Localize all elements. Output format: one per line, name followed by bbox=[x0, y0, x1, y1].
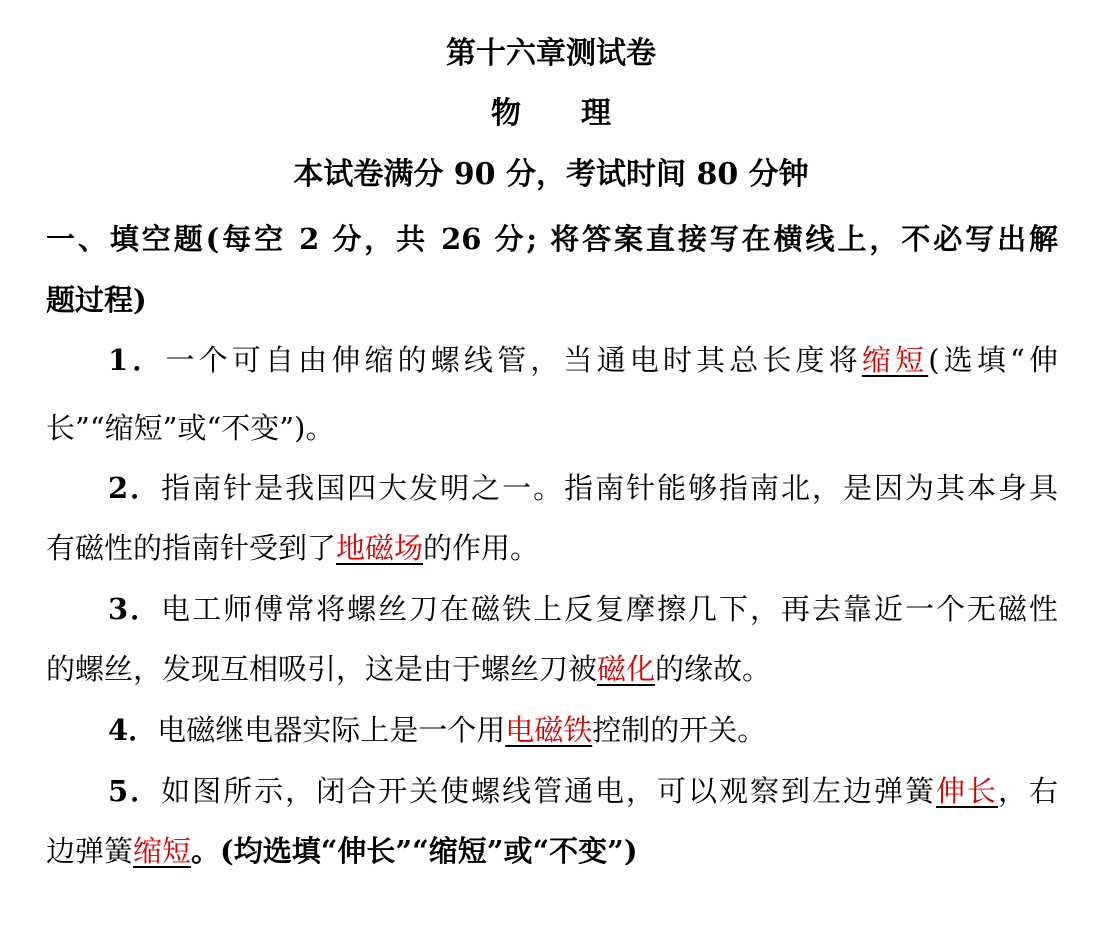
question-number: 5． bbox=[108, 774, 162, 808]
question-text: 电磁继电器实际上是一个用 bbox=[157, 713, 506, 747]
question-5-line2 bbox=[46, 831, 1058, 871]
section-heading-line2: 题过程) bbox=[46, 283, 147, 317]
question-text: 。(均选填“伸长”“缩短”或“不变”) bbox=[191, 834, 638, 868]
question-text: 的缘故。 bbox=[655, 652, 772, 686]
subject-title: 物 理 bbox=[491, 96, 611, 131]
section-heading-line1: 一、填空题(每空 2 分，共 26 分; 将答案直接写在横线上，不必写出解 bbox=[46, 222, 1058, 256]
answer-blank: 缩短 bbox=[861, 343, 929, 377]
exam-info: 本试卷满分 90 分，考试时间 80 分钟 bbox=[293, 157, 809, 192]
question-text: 电工师傅常将螺丝刀在磁铁上反复摩擦几下，再去靠近一个无磁性 bbox=[161, 592, 1058, 626]
question-number: 3． bbox=[108, 592, 162, 626]
question-3-line1 bbox=[46, 589, 1058, 629]
answer-blank: 电磁铁 bbox=[505, 713, 593, 747]
question-5-line1 bbox=[46, 771, 1058, 811]
answer-blank: 磁化 bbox=[597, 652, 656, 686]
answer-blank: 伸长 bbox=[935, 774, 998, 808]
question-2-line2 bbox=[46, 528, 1058, 568]
question-text: 控制的开关。 bbox=[592, 713, 767, 747]
question-text: 的螺丝，发现互相吸引，这是由于螺丝刀被 bbox=[46, 652, 598, 686]
question-text: 有磁性的指南针受到了 bbox=[46, 531, 337, 565]
question-text: 的作用。 bbox=[423, 531, 540, 565]
page-title: 第十六章测试卷 bbox=[446, 36, 656, 71]
question-1-line2: 长”“缩短”或“不变”)。 bbox=[46, 411, 335, 445]
question-2-line1 bbox=[46, 468, 1058, 508]
answer-blank: 缩短 bbox=[133, 834, 192, 868]
question-text: 如图所示，闭合开关使螺线管通电，可以观察到左边弹簧 bbox=[161, 774, 936, 808]
question-text: ，右 bbox=[997, 774, 1058, 808]
question-4 bbox=[46, 710, 1058, 750]
question-number: 2． bbox=[108, 471, 162, 505]
question-number: 4． bbox=[108, 713, 158, 747]
question-text: 一个可自由伸缩的螺线管，当通电时其总长度将 bbox=[165, 343, 862, 377]
question-3-line2 bbox=[46, 649, 1058, 689]
question-text: 边弹簧 bbox=[46, 834, 134, 868]
answer-blank: 地磁场 bbox=[336, 531, 424, 565]
question-number: 1． bbox=[108, 343, 166, 377]
question-text: (选填“伸 bbox=[928, 343, 1058, 377]
question-1-line1 bbox=[46, 340, 1058, 380]
question-text: 指南针是我国四大发明之一。指南针能够指南北，是因为其本身具 bbox=[161, 471, 1058, 505]
